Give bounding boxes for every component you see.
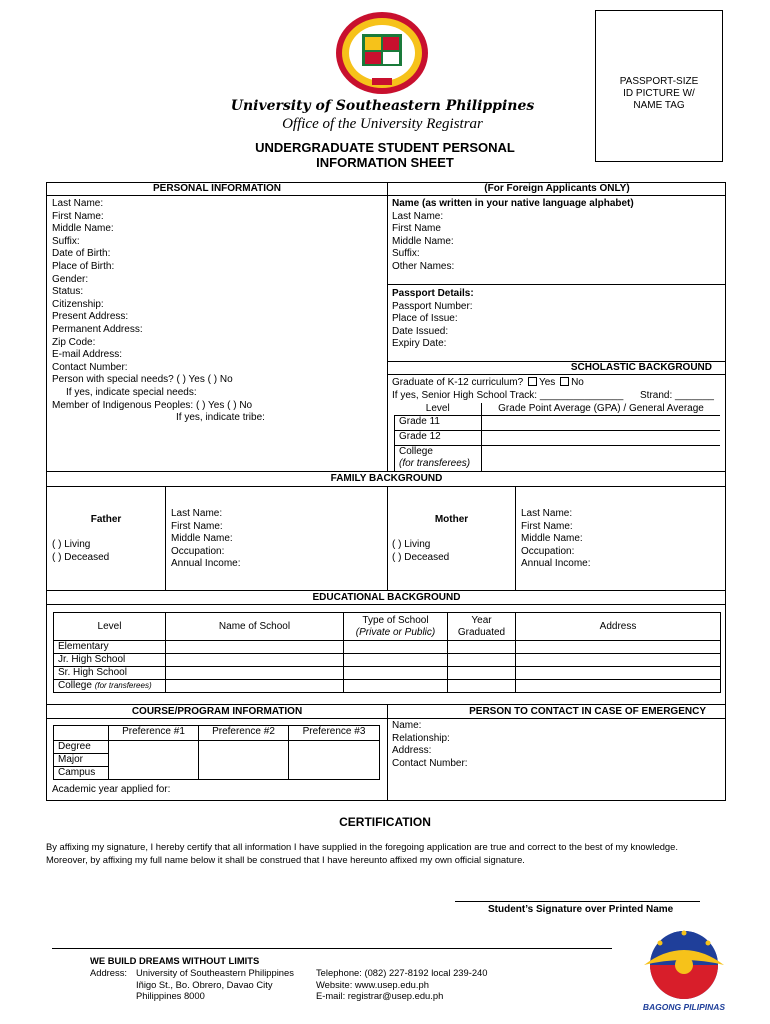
father-label: Father — [90, 514, 122, 525]
mother-status — [392, 539, 449, 564]
mother-annual-income[interactable]: Annual Income: — [521, 558, 591, 570]
course-heading: COURSE/PROGRAM INFORMATION — [131, 706, 303, 717]
edu-col-year-line1: Year — [471, 614, 492, 626]
k12-question-row — [392, 377, 584, 388]
emergency-relationship[interactable]: Relationship: — [392, 732, 450, 744]
foreign-fields — [392, 198, 634, 274]
field-present-address[interactable]: Present Address: — [52, 311, 129, 323]
edu-col-type-line2: (Private or Public) — [355, 626, 436, 638]
edu-row-elementary: Elementary — [54, 641, 166, 654]
edu-col-level: Level — [54, 613, 166, 641]
personal-fields — [52, 198, 265, 425]
course-row-major: Major — [54, 754, 109, 767]
emergency-fields — [392, 720, 468, 770]
university-seal — [332, 10, 432, 96]
emergency-name[interactable]: Name: — [392, 720, 422, 731]
field-place-of-birth[interactable]: Place of Birth: — [52, 260, 115, 272]
edu-col-type-line1: Type of School — [362, 614, 429, 626]
foreign-suffix[interactable]: Suffix: — [392, 248, 420, 260]
father-occupation[interactable]: Occupation: — [171, 545, 225, 557]
field-date-of-birth[interactable]: Date of Birth: — [52, 248, 111, 260]
gpa-table — [394, 403, 720, 472]
mother-living[interactable]: ( ) Living — [392, 539, 431, 550]
mother-deceased[interactable]: ( ) Deceased — [392, 551, 450, 563]
bagong-pilipinas-logo — [636, 925, 732, 1005]
edu-col-year-line2: Graduated — [457, 626, 506, 638]
mother-label: Mother — [434, 514, 469, 525]
k12-no-label: No — [571, 377, 584, 388]
edu-row-jhs: Jr. High School — [54, 654, 166, 667]
k12-no-checkbox[interactable] — [560, 377, 569, 386]
shs-strand-line[interactable]: Strand: _______ — [640, 390, 714, 401]
father-middle-name[interactable]: Middle Name: — [171, 533, 233, 545]
gpa-value-grade11[interactable] — [482, 416, 721, 431]
field-last-name[interactable]: Last Name: — [52, 198, 104, 209]
k12-question: Graduate of K-12 curriculum? — [392, 377, 524, 388]
foreign-other-names[interactable]: Other Names: — [392, 260, 455, 272]
photo-box-line3: NAME TAG — [633, 100, 685, 111]
field-indigenous-tribe[interactable]: If yes, indicate tribe: — [176, 412, 265, 424]
gpa-value-grade12[interactable] — [482, 431, 721, 446]
mother-first-name[interactable]: First Name: — [521, 520, 573, 532]
mother-last-name[interactable]: Last Name: — [521, 508, 573, 519]
shs-track-line[interactable]: If yes, Senior High School Track: _______________ — [392, 390, 624, 401]
gpa-row-college — [395, 446, 482, 472]
footer-address — [136, 967, 294, 1002]
field-indigenous[interactable]: Member of Indigenous Peoples: ( ) Yes ( ) No — [52, 399, 253, 411]
k12-yes-checkbox[interactable] — [528, 377, 537, 386]
photo-box — [595, 10, 723, 162]
footer-website[interactable]: Website: www.usep.edu.ph — [316, 978, 429, 990]
seal-year: 1978 — [375, 71, 389, 77]
footer-address-label: Address: — [90, 967, 127, 978]
mother-occupation[interactable]: Occupation: — [521, 545, 575, 557]
course-pref-3: Preference #3 — [289, 726, 380, 741]
edu-col-address: Address — [516, 613, 721, 641]
university-name: University of Southeastern Philippines — [230, 98, 535, 114]
mother-middle-name[interactable]: Middle Name: — [521, 533, 583, 545]
field-middle-name[interactable]: Middle Name: — [52, 223, 114, 235]
footer-telephone: Telephone: (082) 227-8192 local 239-240 — [316, 967, 488, 978]
foreign-middle-name[interactable]: Middle Name: — [392, 235, 454, 247]
passport-place-of-issue[interactable]: Place of Issue: — [392, 313, 458, 325]
field-special-needs-indicate[interactable]: If yes, indicate special needs: — [66, 386, 197, 398]
edu-row-college-label: College — [58, 680, 92, 691]
office-name: Office of the University Registrar — [282, 116, 483, 132]
foreign-first-name[interactable]: First Name — [392, 223, 441, 235]
educational-table — [53, 612, 721, 693]
father-fields — [171, 508, 241, 571]
form-title-line1: UNDERGRADUATE STUDENT PERSONAL — [255, 140, 515, 155]
gpa-value-college[interactable] — [482, 446, 721, 472]
footer-address-line1: University of Southeastern Philippines — [136, 967, 294, 978]
gpa-row-college-label: College — [399, 446, 433, 457]
educational-heading: EDUCATIONAL BACKGROUND — [312, 592, 461, 603]
certification-line1: By affixing my signature, I hereby certify that all information I have supplied in the foregoing application are true and correct to the best of my knowledge. — [46, 841, 678, 852]
passport-expiry-date[interactable]: Expiry Date: — [392, 338, 447, 350]
signature-label: Student’s Signature over Printed Name — [488, 904, 674, 915]
scholastic-heading: SCHOLASTIC BACKGROUND — [570, 362, 712, 373]
field-citizenship[interactable]: Citizenship: — [52, 298, 104, 310]
passport-fields — [392, 288, 474, 351]
father-status — [52, 539, 109, 564]
gpa-row-grade12: Grade 12 — [395, 431, 482, 446]
field-zip-code[interactable]: Zip Code: — [52, 336, 96, 348]
passport-date-issued[interactable]: Date Issued: — [392, 325, 449, 337]
field-first-name[interactable]: First Name: — [52, 210, 104, 222]
footer-address-line3: Philippines 8000 — [136, 990, 205, 1001]
personal-info-heading: PERSONAL INFORMATION — [153, 183, 281, 194]
field-special-needs[interactable]: Person with special needs? ( ) Yes ( ) No — [52, 374, 233, 386]
father-deceased[interactable]: ( ) Deceased — [52, 551, 110, 563]
field-suffix[interactable]: Suffix: — [52, 235, 80, 247]
footer-motto: WE BUILD DREAMS WITHOUT LIMITS — [90, 955, 260, 966]
father-first-name[interactable]: First Name: — [171, 520, 223, 532]
field-gender[interactable]: Gender: — [52, 273, 89, 285]
edu-col-type — [344, 613, 448, 641]
edu-col-school: Name of School — [166, 613, 344, 641]
course-table — [53, 725, 380, 780]
gpa-row-grade11: Grade 11 — [395, 416, 482, 431]
edu-row-college-note: (for transferees) — [94, 681, 152, 690]
course-pref-2: Preference #2 — [199, 726, 289, 741]
footer-contact — [316, 967, 487, 1002]
edu-row-shs: Sr. High School — [54, 667, 166, 680]
certification-heading: CERTIFICATION — [339, 815, 431, 829]
certification-line2: Moreover, by affixing my full name below it shall be construed that I have hereunto affixed my own official signature. — [46, 854, 525, 865]
emergency-heading: PERSON TO CONTACT IN CASE OF EMERGENCY — [469, 706, 706, 717]
gpa-row-college-note: (for transferees) — [399, 458, 471, 469]
mother-fields — [521, 508, 591, 571]
photo-box-line1: PASSPORT-SIZE — [619, 76, 699, 87]
passport-number[interactable]: Passport Number: — [392, 300, 473, 312]
footer-address-line2: Iñigo St., Bo. Obrero, Davao City — [136, 978, 273, 990]
course-row-campus: Campus — [54, 767, 109, 780]
course-row-degree: Degree — [54, 741, 109, 754]
edu-row-college — [54, 680, 166, 693]
academic-year-field[interactable]: Academic year applied for: — [52, 784, 171, 795]
emergency-contact-number[interactable]: Contact Number: — [392, 757, 468, 769]
field-contact-number[interactable]: Contact Number: — [52, 361, 128, 373]
edu-col-year — [448, 613, 516, 641]
signature-line[interactable] — [455, 901, 700, 902]
form-title-line2: INFORMATION SHEET — [316, 155, 454, 170]
gpa-col-level: Level — [395, 403, 482, 416]
father-last-name[interactable]: Last Name: — [171, 508, 223, 519]
foreign-subheading: Name (as written in your native language alphabet) — [392, 198, 634, 209]
k12-yes-label: Yes — [538, 377, 556, 388]
foreign-last-name[interactable]: Last Name: — [392, 210, 444, 222]
foreign-heading: (For Foreign Applicants ONLY) — [484, 183, 630, 194]
family-heading: FAMILY BACKGROUND — [330, 473, 443, 484]
footer-email[interactable]: E-mail: registrar@usep.edu.ph — [316, 990, 444, 1001]
bagong-pilipinas-label: BAGONG PILIPINAS — [642, 1002, 726, 1012]
course-pref-1: Preference #1 — [109, 726, 199, 741]
passport-heading: Passport Details: — [392, 288, 474, 299]
emergency-address[interactable]: Address: — [392, 745, 432, 757]
father-annual-income[interactable]: Annual Income: — [171, 558, 241, 570]
field-permanent-address[interactable]: Permanent Address: — [52, 323, 143, 335]
field-email[interactable]: E-mail Address: — [52, 349, 123, 361]
gpa-col-gpa: Grade Point Average (GPA) / General Average — [482, 403, 721, 416]
field-status[interactable]: Status: — [52, 286, 84, 298]
photo-box-line2: ID PICTURE W/ — [623, 88, 695, 99]
father-living[interactable]: ( ) Living — [52, 539, 91, 550]
